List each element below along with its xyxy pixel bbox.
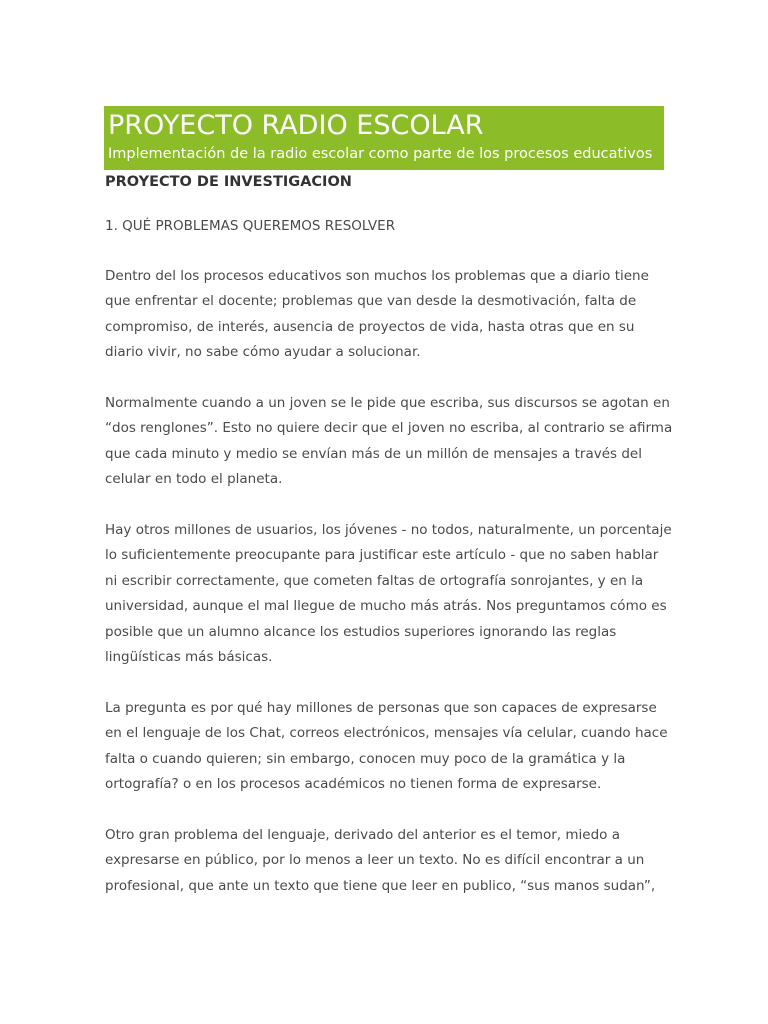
paragraph-4: La pregunta es por qué hay millones de personas que son capaces de expresarse en el lenguaje de los Chat, correos electrónicos, mensajes vía celular, cuando hace falta o cuando quieren; sin embargo, conocen muy poco de la gramática y la ortografía? o en los procesos académicos no tienen forma de expresarse. — [105, 699, 668, 792]
paragraph-2: Normalmente cuando a un joven se le pide que escriba, sus discursos se agotan en “dos renglones”. Esto no quiere decir que el joven no escriba, al contrario se afirma que cada minuto y medio se envían más de un millón de mensajes a través del celular en todo el planeta. — [105, 394, 673, 487]
question-heading: 1. QUÉ PROBLEMAS QUEREMOS RESOLVER — [105, 218, 396, 234]
title-banner — [104, 106, 664, 170]
document-body — [105, 214, 673, 924]
section-heading: PROYECTO DE INVESTIGACION — [105, 174, 352, 190]
document-subtitle: Implementación de la radio escolar como parte de los procesos educativos — [108, 146, 653, 162]
paragraph-5: Otro gran problema del lenguaje, derivado del anterior es el temor, miedo a expresarse en público, por lo menos a leer un texto. No es difícil encontrar a un profesional, que ante un texto que tiene que leer en publico, “sus manos sudan”, — [105, 826, 656, 894]
paragraph-1: Dentro del los procesos educativos son muchos los problemas que a diario tiene que enfrentar el docente; problemas que van desde la desmotivación, falta de compromiso, de interés, ausencia de proyectos de vida, hasta otras que en su diario vivir, no sabe cómo ayudar a solucionar. — [105, 267, 649, 360]
document-title: PROYECTO RADIO ESCOLAR — [108, 110, 484, 141]
paragraph-3: Hay otros millones de usuarios, los jóvenes - no todos, naturalmente, un porcentaje lo suficientemente preocupante para justificar este artículo - que no saben hablar ni escribir correctamente, que cometen faltas de ortografía sonrojantes, y en la universidad, aunque el mal llegue de mucho más atrás. Nos preguntamos cómo es posible que un alumno alcance los estudios superiores ignorando las reglas lingüísticas más básicas. — [105, 521, 672, 665]
